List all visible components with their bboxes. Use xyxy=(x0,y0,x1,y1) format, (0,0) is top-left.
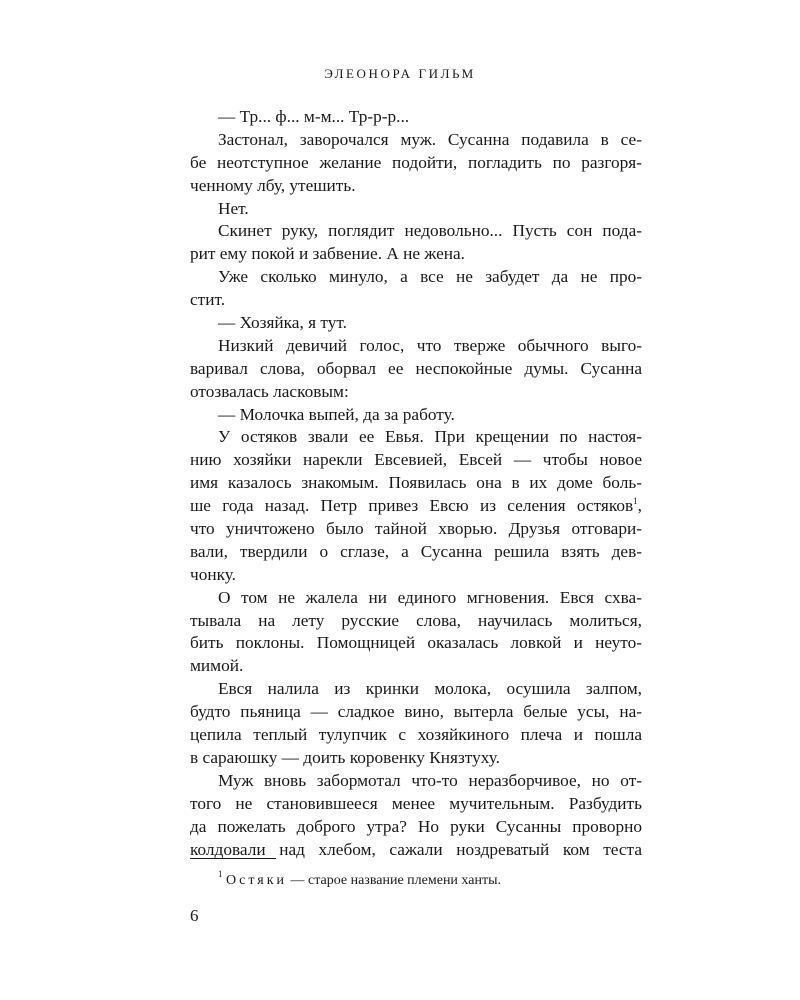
footnote xyxy=(218,869,501,890)
footnote-reference-suffix: , xyxy=(637,496,642,516)
text-line: имя казалось знакомым. Появилась она в их доме боль- xyxy=(190,473,642,493)
text-line: чонку. xyxy=(190,564,236,584)
text-line: колдовали над хлебом, сажали ноздреватый ком теста xyxy=(190,839,642,859)
text-line: вали, твердили о сглазе, а Сусанна решила взять дев- xyxy=(190,541,642,561)
text-line: бе неотступное желание подойти, погладить по разгоря- xyxy=(190,152,642,172)
text-line: Нет. xyxy=(218,198,249,218)
text-line: О том не жалела ни единого мгновения. Евся схва- xyxy=(218,587,642,607)
text-line: да пожелать доброго утра? Но руки Сусанны проворно xyxy=(190,816,642,836)
text-line: отозвалась ласковым: xyxy=(190,381,349,401)
body-text xyxy=(190,106,642,861)
text-line: — Хозяйка, я тут. xyxy=(218,313,347,333)
text-line: — Тр... ф... м-м... Тр-р-р... xyxy=(218,107,410,126)
text-line: бить поклоны. Помощницей оказалась ловкой и неуто- xyxy=(190,633,642,653)
page-number: 6 xyxy=(190,906,199,925)
footnote-term: Остяки xyxy=(226,873,287,888)
text-line: ченному лбу, утешить. xyxy=(190,175,356,195)
text-line: в сараюшку — доить коровенку Князтуху. xyxy=(190,747,500,767)
text-line: Евся налила из кринки молока, осушила залпом, xyxy=(218,679,642,699)
text-line-fragment: ше года назад. Петр привез Евсю из селения остяков xyxy=(190,496,634,516)
text-line: мимой. xyxy=(190,656,244,676)
text-line: стит. xyxy=(190,290,226,310)
text-line: рит ему покой и забвение. А не жена. xyxy=(190,244,465,264)
text-line: что уничтожено было тайной хворью. Друзья отговари- xyxy=(190,519,642,539)
text-line: будто пьяница — сладкое вино, вытерла белые усы, на- xyxy=(190,702,642,722)
text-line: Низкий девичий голос, что тверже обычного выго- xyxy=(218,335,642,355)
text-line: Уже сколько минуло, а все не забудет да не про- xyxy=(218,267,642,287)
footnote-divider xyxy=(190,858,276,859)
text-line: цепила теплый тулупчик с хозяйкиного плеча и пошла xyxy=(190,725,642,745)
text-line: тывала на лету русские слова, научилась молиться, xyxy=(190,610,642,630)
text-line-with-footnote xyxy=(190,495,642,518)
text-line: — Молочка выпей, да за работу. xyxy=(218,404,455,424)
footnote-mark: 1 xyxy=(218,869,223,879)
text-line: Муж вновь забормотал что-то неразборчивое, но от- xyxy=(218,770,642,790)
running-head: ЭЛЕОНОРА ГИЛЬМ xyxy=(324,66,476,81)
footnote-reference: 1 xyxy=(633,496,638,507)
text-line: Скинет руку, поглядит недовольно... Пусть сон пода- xyxy=(218,221,642,241)
text-line: нию хозяйки нарекли Евсевией, Евсей — чтобы новое xyxy=(190,450,642,470)
text-line: Застонал, заворочался муж. Сусанна подавила в се- xyxy=(218,129,642,149)
text-line: У остяков звали ее Евья. При крещении по настоя- xyxy=(218,427,642,447)
text-line: того не становившееся менее мучительным. Разбудить xyxy=(190,793,642,813)
text-line: варивал слова, оборвал ее неспокойные думы. Сусанна xyxy=(190,358,642,378)
footnote-text: — старое название племени ханты. xyxy=(287,873,501,888)
